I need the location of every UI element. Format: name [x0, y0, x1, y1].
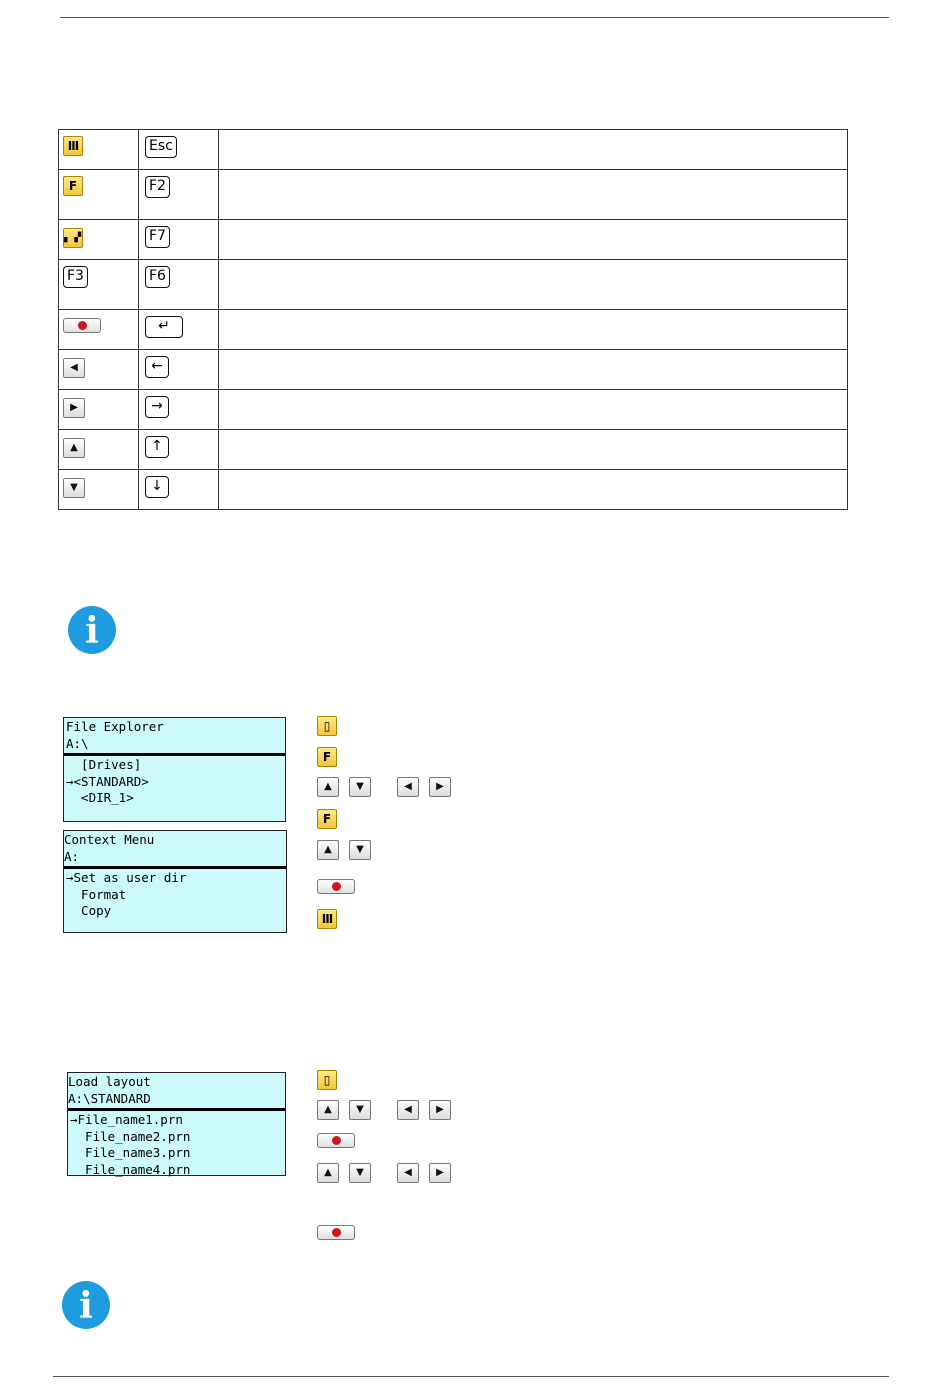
- esc-key-icon: Esc: [145, 136, 177, 158]
- down-arrow-icon: ▼: [349, 777, 371, 797]
- list-item: →<STANDARD>: [66, 773, 149, 789]
- display-separator: [68, 1108, 285, 1111]
- key-step: [317, 747, 337, 767]
- list-item: [Drives]: [66, 757, 142, 772]
- key-step: [317, 716, 337, 736]
- list-item: File_name2.prn: [70, 1128, 191, 1144]
- down-arrow-icon: ▼: [349, 840, 371, 860]
- row-description: [219, 130, 848, 170]
- list-item: →File_name1.prn: [70, 1112, 183, 1127]
- display-separator: [64, 866, 286, 869]
- table-row: [59, 350, 848, 390]
- function-key-icon: F: [317, 747, 337, 767]
- right-key-icon: →: [145, 396, 169, 418]
- left-arrow-icon: ◀: [63, 358, 85, 378]
- display-path: A:\: [66, 735, 89, 751]
- up-arrow-icon: ▲: [317, 1100, 339, 1120]
- left-arrow-icon: ◀: [397, 1100, 419, 1120]
- right-arrow-icon: ▶: [429, 1163, 451, 1183]
- row-description: [219, 170, 848, 220]
- up-arrow-icon: ▲: [317, 777, 339, 797]
- list-item: <DIR_1>: [66, 790, 134, 805]
- down-arrow-icon: ▼: [349, 1100, 371, 1120]
- up-arrow-icon: ▲: [317, 1163, 339, 1183]
- table-row: [59, 310, 848, 350]
- right-arrow-icon: ▶: [63, 398, 85, 418]
- table-row: [59, 470, 848, 510]
- load-layout-display: [67, 1072, 286, 1176]
- down-arrow-icon: ▼: [63, 478, 85, 498]
- return-key-icon: ↵: [145, 316, 183, 338]
- f2-key-icon: F2: [145, 176, 170, 198]
- display-title: Context Menu: [64, 832, 155, 847]
- down-key-icon: ↓: [145, 476, 169, 498]
- bottom-rule: [53, 1376, 889, 1377]
- feed-key-icon: ▖▗▘: [63, 228, 83, 248]
- row-description: [219, 470, 848, 510]
- key-step: [317, 809, 337, 829]
- up-arrow-icon: ▲: [63, 438, 85, 458]
- save-key-icon: ▯: [317, 716, 337, 736]
- save-key-icon: ▯: [317, 1070, 337, 1090]
- f7-key-icon: F7: [145, 226, 170, 248]
- enter-key-icon: [317, 879, 355, 894]
- list-item: File_name4.prn: [70, 1161, 191, 1177]
- up-arrow-icon: ▲: [317, 840, 339, 860]
- display-separator: [64, 753, 285, 756]
- key-step: [317, 840, 371, 860]
- down-arrow-icon: ▼: [349, 1163, 371, 1183]
- enter-key-icon: [317, 1133, 355, 1148]
- f3-key-icon: F3: [63, 266, 88, 288]
- table-row: [59, 220, 848, 260]
- list-item: Copy: [66, 903, 112, 918]
- table-row: [59, 260, 848, 310]
- context-menu-display: [63, 830, 287, 933]
- up-key-icon: ↑: [145, 436, 169, 458]
- list-item: Format: [66, 886, 127, 902]
- key-step: [317, 909, 337, 929]
- key-step: [317, 879, 355, 894]
- key-step: [317, 1163, 451, 1183]
- right-arrow-icon: ▶: [429, 1100, 451, 1120]
- info-icon: i: [68, 606, 116, 654]
- key-step: [317, 1133, 355, 1148]
- row-description: [219, 310, 848, 350]
- key-step: [317, 1225, 355, 1240]
- left-arrow-icon: ◀: [397, 777, 419, 797]
- info-icon: i: [62, 1281, 110, 1329]
- left-key-icon: ←: [145, 356, 169, 378]
- display-title: File Explorer: [66, 719, 164, 734]
- list-item: →Set as user dir: [66, 870, 187, 885]
- display-path: A:\STANDARD: [68, 1090, 151, 1106]
- row-description: [219, 350, 848, 390]
- key-step: [317, 777, 451, 797]
- menu-key-icon: III: [63, 136, 83, 156]
- function-key-icon: F: [63, 176, 83, 196]
- display-path: A:: [64, 848, 80, 864]
- table-row: [59, 170, 848, 220]
- row-description: [219, 390, 848, 430]
- enter-key-icon: [63, 318, 101, 333]
- row-description: [219, 220, 848, 260]
- f6-key-icon: F6: [145, 266, 170, 288]
- row-description: [219, 430, 848, 470]
- row-description: [219, 260, 848, 310]
- key-step: [317, 1070, 337, 1090]
- function-key-icon: F: [317, 809, 337, 829]
- file-explorer-display: [63, 717, 286, 822]
- key-step: [317, 1100, 451, 1120]
- key-assignment-table: [58, 129, 848, 510]
- enter-key-icon: [317, 1225, 355, 1240]
- table-row: [59, 430, 848, 470]
- table-row: [59, 130, 848, 170]
- top-rule: [60, 17, 889, 18]
- left-arrow-icon: ◀: [397, 1163, 419, 1183]
- list-item: File_name3.prn: [70, 1145, 191, 1160]
- menu-key-icon: III: [317, 909, 337, 929]
- display-title: Load layout: [68, 1074, 151, 1089]
- right-arrow-icon: ▶: [429, 777, 451, 797]
- table-row: [59, 390, 848, 430]
